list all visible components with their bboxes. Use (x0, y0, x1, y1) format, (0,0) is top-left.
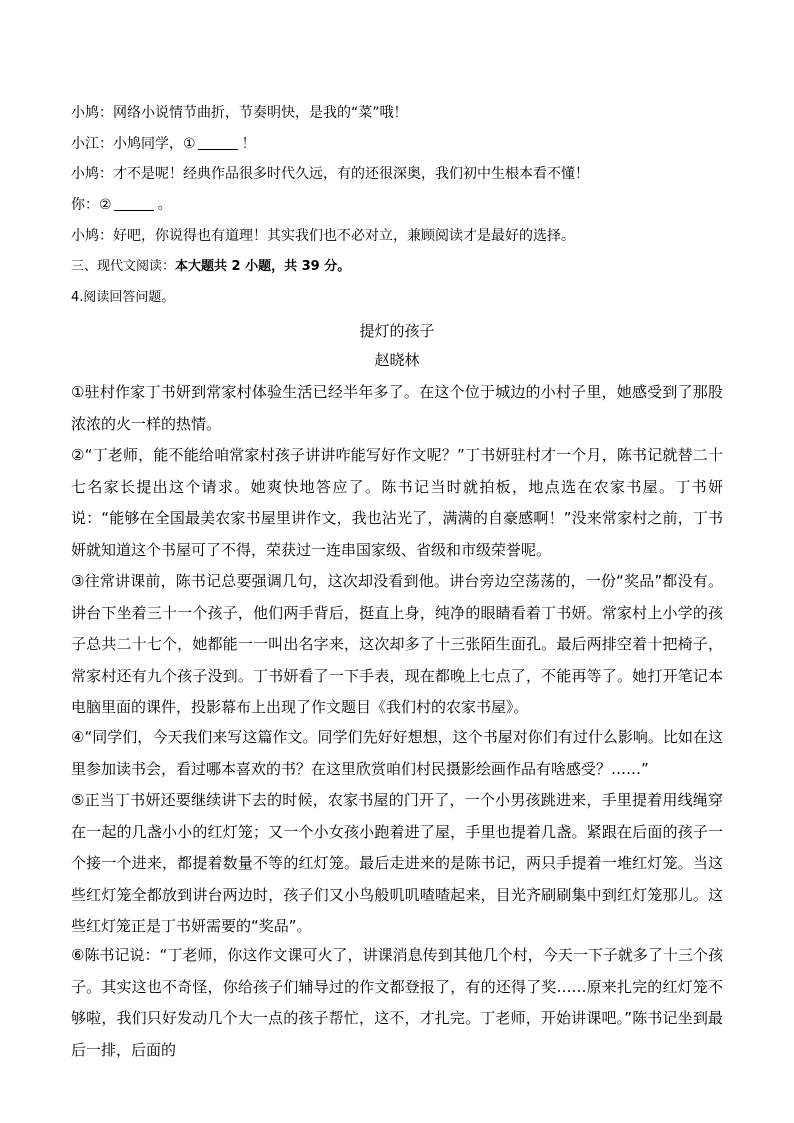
paragraph-2: ②“丁老师，能不能给咱常家村孩子讲讲咋能写好作文呢？”丁书妍驻村才一个月，陈书记就替二十七名家长提出这个请求。她爽快地答应了。陈书记当时就拍板，地点选在农家书屋。丁书妍说：“能够在全国最美农家书屋里讲作文，我也沾光了，满满的自豪感啊！”没来常家村之前，丁书妍就知道这个书屋可了不得，荣获过一连串国家级、省级和市级荣誉呢。 (71, 446, 723, 559)
dialogue-line-2 (71, 134, 723, 154)
paragraph-6: ⑥陈书记说：“丁老师，你这作文课可火了，讲课消息传到其他几个村，今天一下子就多了十三个孩子。其实这也不奇怪，你给孩子们辅导过的作文都登报了，有的还得了奖……原来扎完的红灯笼不够啦，我们只好发动几个大一点的孩子帮忙，这不，才扎完。丁老师，开始讲课吧。”陈书记坐到最后一排，后面的 (71, 946, 723, 1059)
paragraph-4: ④“同学们，今天我们来写这篇作文。同学们先好好想想，这个书屋对你们有过什么影响。比如在这里参加读书会，看过哪本喜欢的书？在这里欣赏咱们村民摄影绘画作品有啥感受？……” (71, 728, 723, 778)
section-prefix: 三、现代文阅读： (71, 259, 176, 274)
dialogue-line-1 (71, 103, 723, 123)
dialogue-text-end: 。 (157, 197, 172, 213)
answer-blank-2[interactable] (114, 196, 154, 211)
section-detail: 本大题共 2 小题，共 39 分。 (175, 259, 351, 274)
dialogue-text: ：才不是呢！经典作品很多时代久远，有的还很深奥，我们初中生根本看不懂！ (99, 166, 589, 182)
speaker: 小鸠 (71, 105, 99, 121)
article-author: 赵晓林 (374, 351, 420, 369)
speaker: 你 (71, 197, 85, 213)
dialogue-line-3 (71, 164, 723, 184)
dialogue-text: ：好吧，你说得也有道理！其实我们也不必对立，兼顾阅读才是最好的选择。 (99, 228, 575, 244)
speaker: 小鸠 (71, 228, 99, 244)
paragraph-1: ①驻村作家丁书妍到常家村体验生活已经半年多了。在这个位于城边的小村子里，她感受到了那股浓浓的火一样的热情。 (71, 383, 723, 433)
speaker: 小江 (71, 136, 99, 152)
section-heading (71, 257, 723, 277)
question-number: 4.阅读回答问题。 (71, 290, 175, 305)
paragraph-3: ③往常讲课前，陈书记总要强调几句，这次却没看到他。讲台旁边空荡荡的，一份“奖品”都没有。讲台下坐着三十一个孩子，他们两手背后，挺直上身，纯净的眼睛看着丁书妍。常家村上小学的孩子总共二十七个，她都能一一叫出名字来，这次却多了十三张陌生面孔。最后两排空着十把椅子，常家村还有九个孩子没到。丁书妍看了一下手表，现在都晚上七点了，不能再等了。她打开笔记本电脑里面的课件，投影幕布上出现了作文题目《我们村的农家书屋》。 (71, 572, 723, 716)
dialogue-text: ：网络小说情节曲折，节奏明快，是我的“菜”哦！ (99, 105, 408, 121)
speaker: 小鸠 (71, 166, 99, 182)
answer-blank-1[interactable] (198, 135, 238, 150)
dialogue-text: ：小鸠同学，① (99, 136, 196, 152)
article-title: 提灯的孩子 (359, 322, 435, 340)
dialogue-text-end: ！ (241, 136, 256, 152)
paragraph-5: ⑤正当丁书妍还要继续讲下去的时候，农家书屋的门开了，一个小男孩跳进来，手里提着用线绳穿在一起的几盏小小的红灯笼；又一个小女孩小跑着进了屋，手里也提着几盏。紧跟在后面的孩子一个接一个进来，都提着数量不等的红灯笼。最后走进来的是陈书记，两只手提着一堆红灯笼。当这些红灯笼全都放到讲台两边时，孩子们又小鸟般叽叽喳喳起来，目光齐刷刷集中到红灯笼那儿。这些红灯笼正是丁书妍需要的“奖品”。 (71, 791, 723, 935)
dialogue-line-5 (71, 226, 723, 246)
dialogue-line-4 (71, 195, 723, 215)
dialogue-text: ：② (85, 197, 112, 213)
